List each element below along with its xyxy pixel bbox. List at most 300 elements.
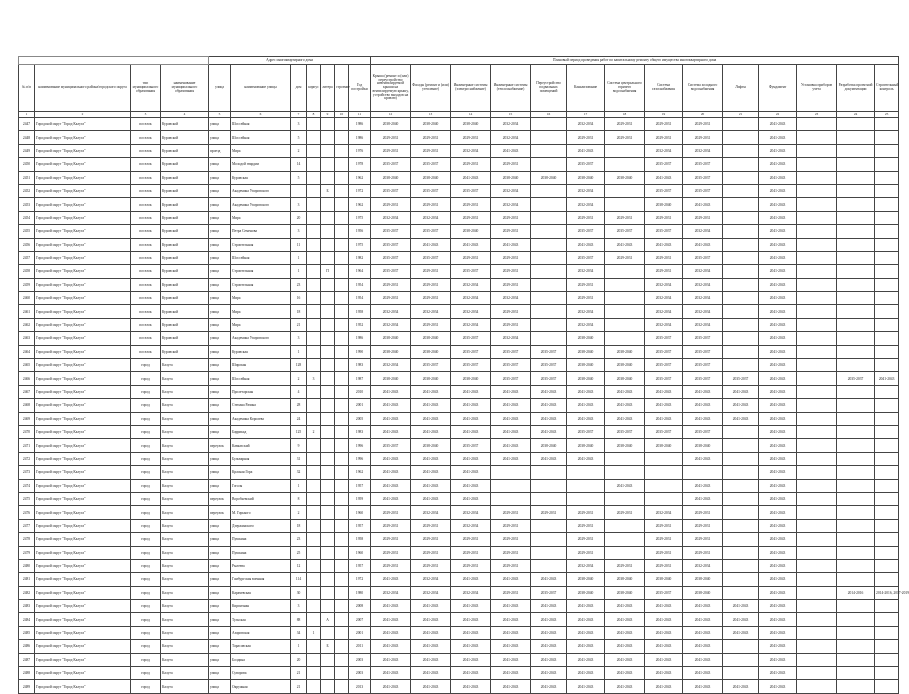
table-cell: Баррикад	[231, 425, 291, 438]
table-cell: 1983	[349, 425, 371, 438]
table-cell: улица	[209, 131, 231, 144]
table-cell: 2041-2043	[683, 680, 723, 693]
table-cell: 2029-2031	[567, 278, 605, 291]
table-cell	[605, 318, 645, 331]
table-cell	[723, 211, 759, 224]
table-cell: 2035-2037	[531, 359, 567, 372]
column-number: 13	[411, 112, 451, 118]
table-cell: 2041-2043	[683, 198, 723, 211]
table-cell: улица	[209, 318, 231, 331]
table-cell: 1958	[349, 305, 371, 318]
table-cell: 2032-2034	[411, 573, 451, 586]
table-cell: поселок	[131, 131, 161, 144]
table-cell	[797, 399, 837, 412]
table-header	[19, 57, 899, 118]
table-cell: 2041-2043	[451, 653, 491, 666]
table-cell: 12	[291, 559, 307, 572]
table-cell: Б	[321, 640, 335, 653]
table-cell: 2041-2043	[723, 680, 759, 693]
table-cell: 2029-2031	[605, 559, 645, 572]
table-cell: 2007	[349, 613, 371, 626]
table-cell: 2041-2043	[723, 399, 759, 412]
table-cell	[321, 359, 335, 372]
table-cell	[797, 506, 837, 519]
table-cell: Городской округ "Город Калуга"	[35, 559, 131, 572]
table-cell	[645, 492, 683, 505]
table-cell	[335, 626, 349, 639]
table-cell: 2035-2037	[567, 425, 605, 438]
table-cell: улица	[209, 385, 231, 398]
table-cell: Городской округ "Город Калуга"	[35, 492, 131, 505]
table-cell: 2041-2043	[605, 667, 645, 680]
table-cell	[837, 198, 875, 211]
table-cell	[837, 211, 875, 224]
table-cell: 2032-2034	[645, 305, 683, 318]
table-cell	[875, 131, 899, 144]
table-cell	[307, 653, 321, 666]
table-row	[19, 265, 899, 278]
table-cell: 2038-2040	[451, 118, 491, 131]
table-cell: 2038-2040	[605, 586, 645, 599]
table-row	[19, 559, 899, 572]
table-cell: 2041-2043	[759, 586, 797, 599]
table-cell: 9	[291, 439, 307, 452]
table-row	[19, 452, 899, 465]
table-cell: 1986	[349, 332, 371, 345]
table-cell: 5	[291, 131, 307, 144]
table-cell: Куровской	[161, 292, 209, 305]
table-cell: 2029-2031	[605, 506, 645, 519]
table-cell: Городской округ "Город Калуга"	[35, 399, 131, 412]
table-cell: 128	[291, 359, 307, 372]
table-cell	[797, 439, 837, 452]
table-cell	[605, 278, 645, 291]
table-cell: 1964	[349, 265, 371, 278]
table-cell: 2041-2043	[567, 238, 605, 251]
table-cell: 2455	[19, 225, 35, 238]
table-cell	[837, 131, 875, 144]
table-cell: Городской округ "Город Калуга"	[35, 519, 131, 532]
table-cell: 2041-2043	[759, 171, 797, 184]
table-row	[19, 533, 899, 546]
table-cell: 2041-2043	[605, 626, 645, 639]
table-row	[19, 626, 899, 639]
table-cell: 8	[291, 492, 307, 505]
column-number: 17	[567, 112, 605, 118]
table-cell: Пушкина	[231, 533, 291, 546]
table-cell: 2029-2031	[491, 533, 531, 546]
table-cell: 2038-2040	[371, 118, 411, 131]
table-cell: 2041-2043	[451, 412, 491, 425]
table-cell: 1987	[349, 372, 371, 385]
table-cell: город	[131, 359, 161, 372]
table-cell: 2029-2031	[371, 559, 411, 572]
column-header: строение	[335, 65, 349, 112]
table-cell: Городской округ "Город Калуга"	[35, 251, 131, 264]
table-row	[19, 385, 899, 398]
table-cell: 2029-2031	[491, 225, 531, 238]
table-cell	[335, 131, 349, 144]
table-cell	[321, 492, 335, 505]
table-cell: Городской округ "Город Калуга"	[35, 225, 131, 238]
table-cell: город	[131, 546, 161, 559]
column-header: Строительный контроль	[875, 65, 899, 112]
table-cell: улица	[209, 251, 231, 264]
table-cell: улица	[209, 653, 231, 666]
table-cell: город	[131, 372, 161, 385]
table-cell	[335, 184, 349, 197]
table-cell: 21	[291, 667, 307, 680]
table-cell: 2041-2043	[451, 171, 491, 184]
table-cell: Городской округ "Город Калуга"	[35, 292, 131, 305]
table-cell: Тульская	[231, 613, 291, 626]
table-cell	[335, 332, 349, 345]
table-cell: 2465	[19, 359, 35, 372]
table-cell: 1960	[349, 546, 371, 559]
table-row	[19, 439, 899, 452]
table-cell: улица	[209, 211, 231, 224]
table-cell: улица	[209, 533, 231, 546]
table-cell: 2041-2043	[759, 251, 797, 264]
table-cell: 2035-2037	[683, 158, 723, 171]
table-cell: Куровская	[231, 171, 291, 184]
table-cell: поселок	[131, 292, 161, 305]
table-cell: 2041-2043	[759, 359, 797, 372]
table-cell: 2041-2043	[645, 640, 683, 653]
table-cell: 2038-2040	[605, 171, 645, 184]
table-cell: 2041-2043	[371, 452, 411, 465]
table-cell	[531, 118, 567, 131]
table-cell	[321, 131, 335, 144]
table-cell: город	[131, 385, 161, 398]
table-cell: Азаровская	[231, 626, 291, 639]
column-header: Установка приборов учета	[797, 65, 837, 112]
table-cell	[797, 332, 837, 345]
table-cell	[875, 653, 899, 666]
table-cell: 2041-2043	[567, 653, 605, 666]
table-cell: 2460	[19, 292, 35, 305]
table-cell: 88	[291, 613, 307, 626]
table-cell: 2029-2031	[371, 533, 411, 546]
table-cell	[723, 559, 759, 572]
table-cell: город	[131, 667, 161, 680]
table-cell: 2035-2037	[411, 359, 451, 372]
table-cell: 2011	[349, 640, 371, 653]
table-cell	[797, 385, 837, 398]
column-number: 1	[19, 112, 35, 118]
table-cell: 2041-2043	[759, 412, 797, 425]
table-cell: 2041-2043	[567, 626, 605, 639]
table-cell: Мира	[231, 144, 291, 157]
table-cell	[335, 225, 349, 238]
table-cell: 2035-2037	[451, 345, 491, 358]
table-cell	[837, 171, 875, 184]
table-cell	[335, 586, 349, 599]
table-cell: Городской округ "Город Калуга"	[35, 198, 131, 211]
column-header: тип муниципального образования	[131, 65, 161, 112]
table-cell: 2041-2043	[491, 653, 531, 666]
table-cell: 2041-2043	[371, 667, 411, 680]
table-cell: 1959	[349, 492, 371, 505]
table-cell: Куровской	[161, 251, 209, 264]
table-cell	[335, 452, 349, 465]
table-cell: 2038-2040	[683, 439, 723, 452]
table-cell	[723, 251, 759, 264]
table-cell	[531, 466, 567, 479]
table-cell: 2029-2031	[683, 118, 723, 131]
table-cell: 2038-2040	[531, 439, 567, 452]
table-row	[19, 640, 899, 653]
table-cell: 2041-2043	[371, 653, 411, 666]
table-cell: 1	[291, 640, 307, 653]
table-cell: Калуга	[161, 399, 209, 412]
table-cell: 2041-2043	[567, 452, 605, 465]
table-cell: П	[321, 265, 335, 278]
table-cell: 1962	[349, 171, 371, 184]
table-cell	[307, 211, 321, 224]
table-cell: 2041-2043	[371, 640, 411, 653]
table-cell: 2038-2040	[451, 372, 491, 385]
table-cell: 2029-2031	[371, 278, 411, 291]
table-cell: 2035-2037	[491, 345, 531, 358]
table-cell	[875, 425, 899, 438]
table-cell: 2035-2037	[683, 425, 723, 438]
table-cell: 2029-2031	[683, 519, 723, 532]
table-cell: 2029-2031	[491, 211, 531, 224]
table-cell	[335, 292, 349, 305]
table-cell: 2032-2034	[491, 184, 531, 197]
table-cell: 2038-2040	[411, 171, 451, 184]
table-cell	[837, 626, 875, 639]
table-cell: 2041-2043	[567, 385, 605, 398]
table-cell	[335, 118, 349, 131]
table-cell: 2041-2043	[491, 452, 531, 465]
table-cell	[335, 359, 349, 372]
table-cell: 2041-2043	[411, 412, 451, 425]
table-cell: Строительная	[231, 238, 291, 251]
table-cell	[567, 492, 605, 505]
table-cell: Широкая	[231, 359, 291, 372]
table-cell	[837, 573, 875, 586]
table-cell	[797, 171, 837, 184]
table-cell: Шоссейная	[231, 131, 291, 144]
table-cell	[321, 118, 335, 131]
table-cell: 16	[291, 292, 307, 305]
table-cell: 1980	[349, 586, 371, 599]
table-cell	[723, 640, 759, 653]
table-cell: 2041-2043	[759, 318, 797, 331]
table-cell: 2035-2037	[645, 225, 683, 238]
table-cell: 2041-2043	[491, 573, 531, 586]
table-cell: 2041-2043	[759, 399, 797, 412]
table-cell: 2041-2043	[605, 613, 645, 626]
table-cell: 2029-2031	[645, 533, 683, 546]
table-cell	[723, 667, 759, 680]
table-cell: Куровской	[161, 278, 209, 291]
table-cell: 2041-2043	[759, 600, 797, 613]
column-number: 4	[161, 112, 209, 118]
table-cell	[797, 225, 837, 238]
table-cell	[307, 318, 321, 331]
table-cell: 2029-2031	[645, 519, 683, 532]
table-cell	[875, 332, 899, 345]
table-cell: Куровской	[161, 345, 209, 358]
table-cell: 2035-2037	[411, 158, 451, 171]
table-cell: 1975	[349, 238, 371, 251]
table-cell: 2041-2043	[759, 573, 797, 586]
column-number: 23	[797, 112, 837, 118]
table-cell: 2038-2040	[567, 573, 605, 586]
table-cell	[837, 412, 875, 425]
table-cell	[797, 452, 837, 465]
table-cell: 2035-2037	[567, 225, 605, 238]
table-cell: город	[131, 613, 161, 626]
table-cell	[321, 372, 335, 385]
table-cell	[531, 533, 567, 546]
table-cell	[605, 533, 645, 546]
table-cell: улица	[209, 278, 231, 291]
table-cell: 2481	[19, 573, 35, 586]
table-cell: 2038-2040	[605, 359, 645, 372]
table-cell: Куровской	[161, 265, 209, 278]
table-cell: 2038-2040	[371, 171, 411, 184]
table-cell: 2462	[19, 318, 35, 331]
table-cell: 2041-2043	[759, 184, 797, 197]
table-cell	[723, 184, 759, 197]
table-cell: 2041-2043	[371, 385, 411, 398]
table-cell	[335, 479, 349, 492]
table-cell: 2041-2043	[371, 613, 411, 626]
table-cell: 2035-2037	[683, 345, 723, 358]
table-cell: 2032-2034	[411, 506, 451, 519]
table-cell: 2035-2037	[567, 158, 605, 171]
table-row	[19, 318, 899, 331]
table-cell: поселок	[131, 225, 161, 238]
table-cell	[335, 600, 349, 613]
table-cell: город	[131, 533, 161, 546]
table-cell: Куровской	[161, 158, 209, 171]
column-header: наименование муниципального района/городского округа	[35, 65, 131, 112]
table-cell	[875, 613, 899, 626]
table-cell: 2029-2031	[451, 546, 491, 559]
table-cell: 2041-2043	[605, 653, 645, 666]
table-cell: 2459	[19, 278, 35, 291]
table-cell: 2041-2043	[645, 238, 683, 251]
table-cell: 2038-2040	[411, 345, 451, 358]
table-cell: 2038-2040	[683, 586, 723, 599]
table-cell	[723, 506, 759, 519]
table-cell: 2041-2043	[759, 211, 797, 224]
table-cell: 3	[291, 118, 307, 131]
table-cell: Мира	[231, 292, 291, 305]
table-cell: 2041-2043	[411, 466, 451, 479]
table-cell: 2038-2040	[567, 439, 605, 452]
table-cell: Калуга	[161, 479, 209, 492]
table-cell: 2041-2043	[723, 412, 759, 425]
table-cell: Калуга	[161, 667, 209, 680]
table-cell: 2041-2043	[567, 640, 605, 653]
table-cell	[307, 265, 321, 278]
table-cell: 1983	[349, 359, 371, 372]
table-cell	[797, 198, 837, 211]
table-cell: 2041-2043	[759, 372, 797, 385]
table-cell	[531, 238, 567, 251]
table-cell: 2041-2043	[371, 492, 411, 505]
table-cell: 2041-2043	[567, 600, 605, 613]
table-cell	[837, 305, 875, 318]
table-cell: 2008	[349, 600, 371, 613]
table-cell: 1956	[349, 225, 371, 238]
table-cell: Куровской	[161, 184, 209, 197]
table-cell	[837, 425, 875, 438]
table-cell: 2487	[19, 653, 35, 666]
table-cell: 2029-2031	[491, 586, 531, 599]
table-cell: Куровской	[161, 118, 209, 131]
table-cell: Калуга	[161, 546, 209, 559]
table-cell: 2041-2043	[531, 385, 567, 398]
table-cell	[307, 198, 321, 211]
table-cell: 2035-2037	[451, 184, 491, 197]
table-cell: Гамбургская военная	[231, 573, 291, 586]
table-cell	[797, 586, 837, 599]
table-cell: Городской округ "Город Калуга"	[35, 278, 131, 291]
table-cell: 2029-2031	[567, 533, 605, 546]
table-cell	[321, 412, 335, 425]
table-cell: Калуга	[161, 519, 209, 532]
table-cell: 2456	[19, 238, 35, 251]
table-row	[19, 118, 899, 131]
table-cell: 2001	[349, 399, 371, 412]
table-cell	[837, 533, 875, 546]
table-cell: Куровской	[161, 318, 209, 331]
table-cell	[307, 559, 321, 572]
table-cell	[723, 519, 759, 532]
table-cell	[605, 466, 645, 479]
table-row	[19, 667, 899, 680]
table-cell: 2041-2043	[451, 626, 491, 639]
table-cell: 2035-2037	[645, 359, 683, 372]
table-cell: 2041-2043	[411, 385, 451, 398]
table-cell	[723, 198, 759, 211]
table-cell	[797, 640, 837, 653]
table-cell: 2041-2043	[759, 479, 797, 492]
table-cell: 2035-2037	[683, 184, 723, 197]
table-cell: 2041-2043	[645, 399, 683, 412]
table-cell: 2035-2037	[411, 251, 451, 264]
table-cell: 2041-2043	[683, 640, 723, 653]
table-cell: 2041-2043	[531, 680, 567, 693]
table-cell: 2013	[349, 680, 371, 693]
table-cell	[723, 452, 759, 465]
table-cell: 2451	[19, 171, 35, 184]
table-cell: 2038-2040	[567, 359, 605, 372]
table-cell: 2041-2043	[605, 399, 645, 412]
table-cell: Кавказский	[231, 439, 291, 452]
table-cell: 2035-2037	[371, 225, 411, 238]
table-cell: Гоголя	[231, 479, 291, 492]
table-cell	[723, 265, 759, 278]
table-cell	[307, 251, 321, 264]
table-cell: Строительная	[231, 278, 291, 291]
table-cell: 2041-2043	[567, 412, 605, 425]
table-cell: 2041-2043	[451, 492, 491, 505]
table-cell	[837, 506, 875, 519]
table-cell	[307, 118, 321, 131]
table-cell: 34	[291, 626, 307, 639]
table-cell: 2473	[19, 466, 35, 479]
table-cell: улица	[209, 586, 231, 599]
table-cell	[837, 667, 875, 680]
